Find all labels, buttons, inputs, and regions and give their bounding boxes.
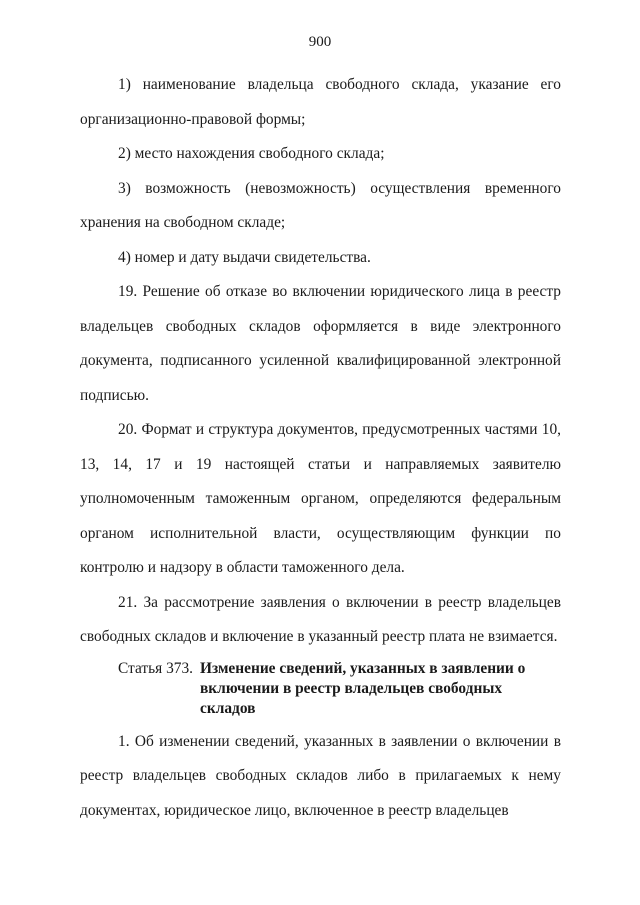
article-title-line-2: включении в реестр владельцев свободных складов [200,679,503,717]
article-label: Статья 373. [118,659,194,677]
paragraph-19: 19. Решение об отказе во включении юридического лица в реестр владельцев свободных складов оформляется в виде электронного документа, подписанного усиленной квалифицированной электронной подписью. [80,283,561,404]
list-item-3: 3) возможность (невозможность) осуществления временного хранения на свободном складе; [80,179,561,231]
article-title [200,659,561,719]
article-heading [80,659,561,719]
paragraph-21: 21. За рассмотрение заявления о включении в реестр владельцев свободных складов и включение в указанный реестр плата не взимается. [80,593,561,645]
paragraph-20: 20. Формат и структура документов, предусмотренных частями 10, 13, 14, 17 и 19 настоящей статьи и направляемых заявителю уполномоченным таможенным органом, определяются федеральным органом исполнительной власти, осуществляющим функции по контролю и надзору в области таможенного дела. [80,421,561,576]
list-item-4: 4) номер и дату выдачи свидетельства. [118,248,371,266]
article-paragraph-1: 1. Об изменении сведений, указанных в заявлении о включении в реестр владельцев свободных складов либо в прилагаемых к нему документах, юридическое лицо, включенное в реестр владельцев [80,732,561,819]
list-item-2: 2) место нахождения свободного склада; [118,145,385,162]
page-number: 900 [308,34,332,50]
document-body [80,68,561,828]
list-item-1: 1) наименование владельца свободного склада, указание его организационно-правовой формы; [80,76,561,128]
article-title-line-1: Изменение сведений, указанных в заявлении о [200,659,526,677]
